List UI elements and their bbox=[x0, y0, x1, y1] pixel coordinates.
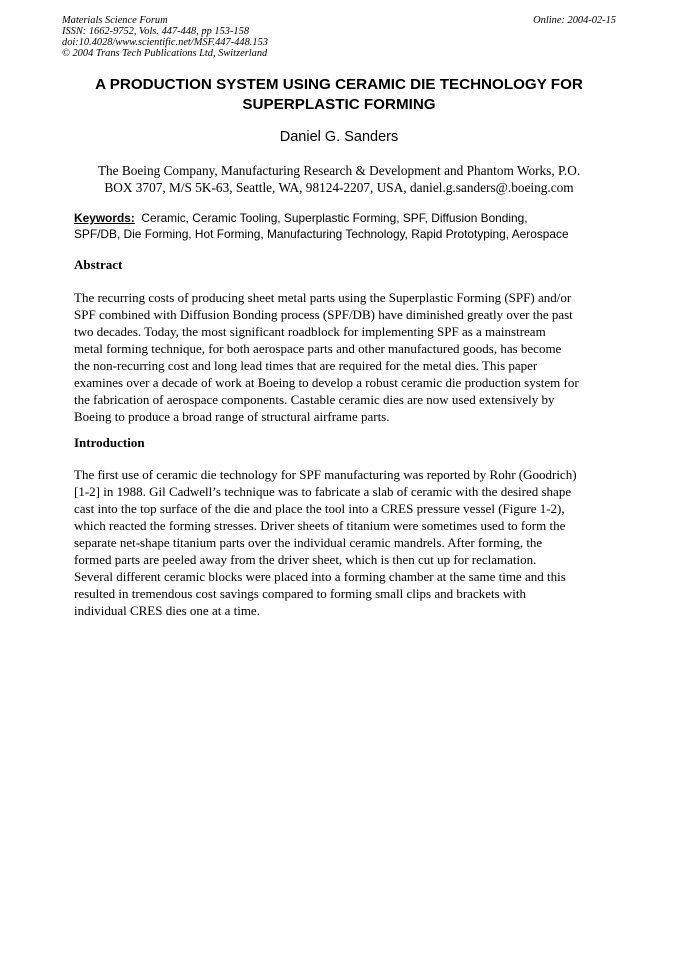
journal-name: Materials Science Forum bbox=[62, 15, 168, 26]
author-affiliation bbox=[60, 162, 618, 196]
keywords-line-1 bbox=[74, 210, 614, 226]
abstract-line: examines over a decade of work at Boeing to develop a robust ceramic die production system for bbox=[74, 375, 579, 390]
affiliation-line-1: The Boeing Company, Manufacturing Research & Development and Phantom Works, P.O. bbox=[97, 163, 581, 178]
introduction-heading: Introduction bbox=[74, 435, 145, 450]
affiliation-line-2: BOX 3707, M/S 5K-63, Seattle, WA, 98124-2207, USA, daniel.g.sanders@.boeing.com bbox=[104, 180, 574, 195]
abstract-line: the fabrication of aerospace components. Castable ceramic dies are now used extensively by bbox=[74, 392, 555, 407]
author-name: Daniel G. Sanders bbox=[279, 129, 399, 145]
keywords-block bbox=[74, 210, 614, 242]
abstract-line: two decades. Today, the most significant roadblock for implementing SPF as a mainstream bbox=[74, 324, 546, 339]
abstract-line: SPF combined with Diffusion Bonding process (SPF/DB) have diminished greatly over the past bbox=[74, 307, 573, 322]
introduction-line: which reacted the forming stresses. Driver sheets of titanium were sometimes used to form the bbox=[74, 518, 566, 533]
paper-title-line-1: A PRODUCTION SYSTEM USING CERAMIC DIE TECHNOLOGY FOR bbox=[95, 76, 583, 93]
journal-doi: doi:10.4028/www.scientific.net/MSF.447-448.153 bbox=[62, 37, 268, 48]
introduction-paragraph bbox=[74, 466, 608, 619]
keywords-text-1: Ceramic, Ceramic Tooling, Superplastic Forming, SPF, Diffusion Bonding, bbox=[141, 211, 528, 225]
journal-header bbox=[62, 15, 616, 59]
abstract-heading: Abstract bbox=[74, 257, 123, 272]
introduction-line: separate net-shape titanium parts over the individual ceramic mandrels. After forming, the bbox=[74, 535, 543, 550]
keywords-line-2: SPF/DB, Die Forming, Hot Forming, Manufacturing Technology, Rapid Prototyping, Aerospace bbox=[74, 227, 569, 241]
introduction-line: formed parts are peeled away from the driver sheet, which is then cut up for reclamation. bbox=[74, 552, 537, 567]
introduction-line: [1-2] in 1988. Gil Cadwell’s technique was to fabricate a slab of ceramic with the desired shape bbox=[74, 484, 572, 499]
journal-copyright: © 2004 Trans Tech Publications Ltd, Switzerland bbox=[62, 48, 268, 59]
keywords-label: Keywords: bbox=[74, 211, 135, 225]
abstract-paragraph bbox=[74, 289, 608, 425]
abstract-line: The recurring costs of producing sheet metal parts using the Superplastic Forming (SPF) and/or bbox=[74, 290, 572, 305]
abstract-line: Boeing to produce a broad range of structural airframe parts. bbox=[74, 409, 390, 424]
introduction-line: The first use of ceramic die technology for SPF manufacturing was reported by Rohr (Goodrich) bbox=[74, 467, 577, 482]
introduction-line: resulted in tremendous cost savings compared to forming small clips and brackets with bbox=[74, 586, 527, 601]
journal-issn: ISSN: 1662-9752, Vols. 447-448, pp 153-158 bbox=[62, 26, 250, 37]
introduction-line: Several different ceramic blocks were placed into a forming chamber at the same time and this bbox=[74, 569, 566, 584]
paper-title bbox=[40, 75, 638, 115]
introduction-line: individual CRES dies one at a time. bbox=[74, 603, 260, 618]
paper-title-line-2: SUPERPLASTIC FORMING bbox=[242, 96, 436, 113]
introduction-line: cast into the top surface of the die and place the tool into a CRES pressure vessel (Figure 1-2), bbox=[74, 501, 565, 516]
online-date: Online: 2004-02-15 bbox=[533, 15, 616, 26]
abstract-line: the non-recurring cost and long lead times that are required for the metal dies. This paper bbox=[74, 358, 538, 373]
abstract-line: metal forming technique, for both aerospace parts and other manufactured goods, has become bbox=[74, 341, 562, 356]
